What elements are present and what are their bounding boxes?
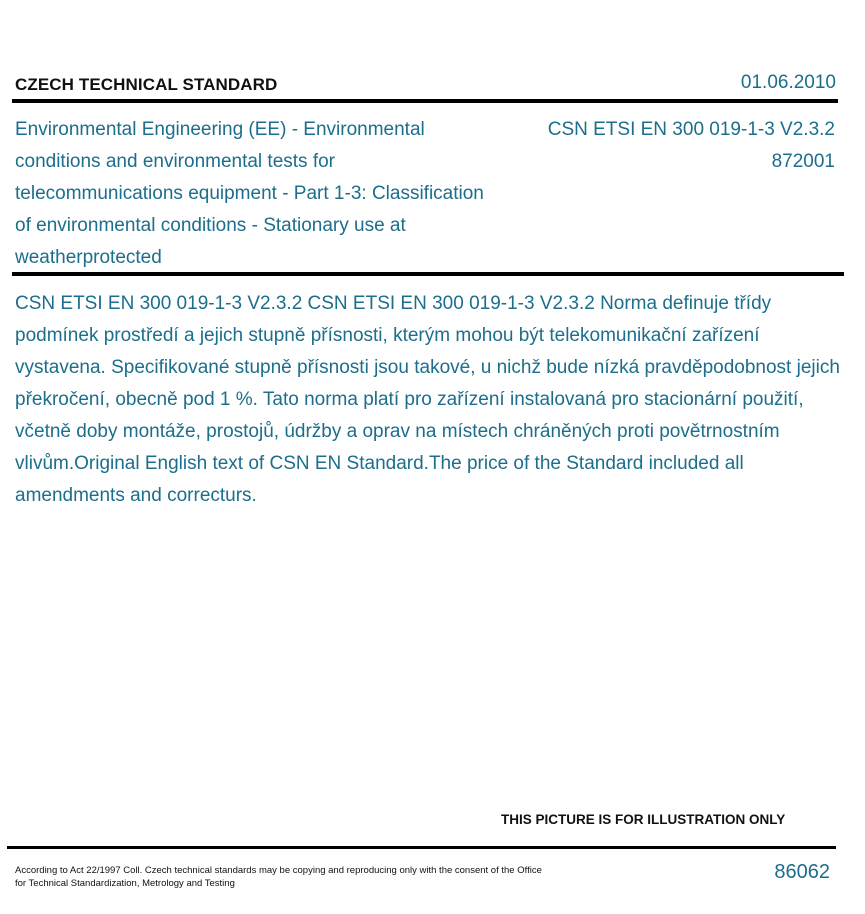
standard-description: CSN ETSI EN 300 019-1-3 V2.3.2 CSN ETSI EN 300 019-1-3 V2.3.2 Norma definuje třídy podmínek prostředí a jejich stupně přísnosti, kterým mohou být telekomunikační zařízení vystavena. Specifikované stupně přísnosti jsou takové, u nichž bude nízká pravděpodobnost jejich překročení, obecně pod 1 %. Tato norma platí pro zařízení instalovaná pro stacionární použití, včetně doby montáže, prostojů, údržby a oprav na místech chráněných proti povětrnostním vlivům.Original English text of CSN EN Standard.The price of the Standard included all amendments and correcturs. [15, 293, 840, 506]
standard-title: Environmental Engineering (EE) - Environmental conditions and environmental tests for telecommunications equipment - Part 1-3: Classification of environmental conditions - Stationary use at weatherprotected [15, 119, 484, 268]
standard-code: CSN ETSI EN 300 019-1-3 V2.3.2 [547, 119, 835, 140]
footer-divider [7, 846, 836, 849]
document-number: 86062 [774, 861, 830, 883]
class-number: 872001 [771, 151, 835, 172]
title-divider [12, 272, 844, 276]
publication-date: 01.06.2010 [740, 72, 836, 93]
legal-notice [15, 864, 615, 890]
standard-heading: CZECH TECHNICAL STANDARD [15, 75, 278, 94]
illustration-notice: THIS PICTURE IS FOR ILLUSTRATION ONLY [501, 812, 786, 827]
header-divider [12, 99, 838, 103]
standard-code-block [548, 114, 835, 178]
legal-notice-line-2: for Technical Standardization, Metrology and Testing [15, 878, 235, 889]
legal-notice-line-1: According to Act 22/1997 Coll. Czech technical standards may be copying and reproducing only with the consent of the Office [15, 865, 542, 876]
